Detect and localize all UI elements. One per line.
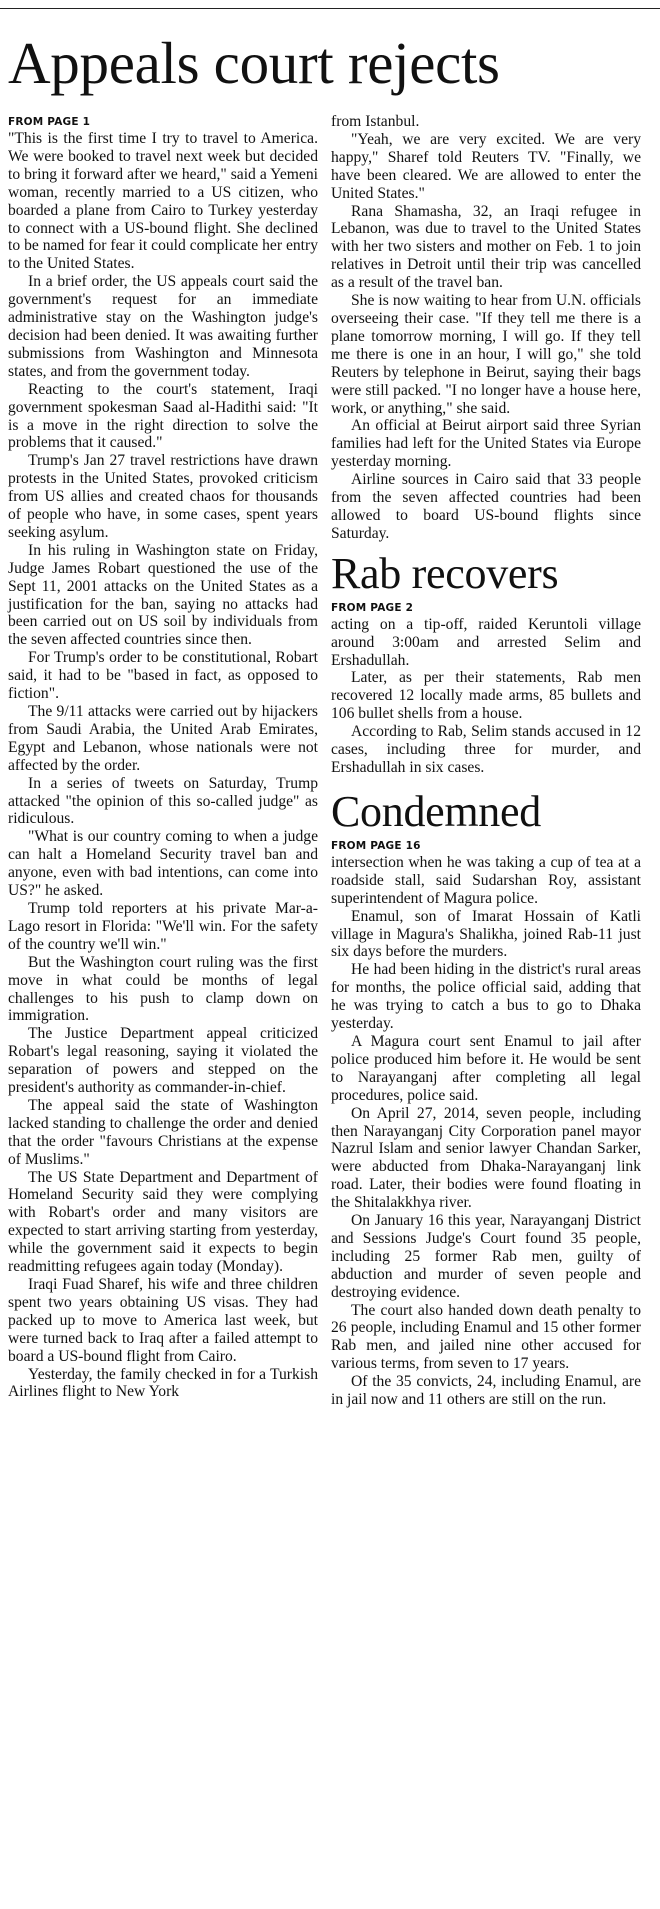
article-paragraph: The 9/11 attacks were carried out by hijackers from Saudi Arabia, the United Arab Emirates, Egypt and Lebanon, whose nationals were not affected by the order. — [8, 703, 318, 774]
article-paragraph: He had been hiding in the district's rural areas for months, the police official said, adding that he was trying to catch a bus to go to Dhaka yesterday. — [331, 961, 641, 1033]
article-paragraph: "What is our country coming to when a judge can halt a Homeland Security travel ban and anyone, even with bad intentions, can come into US?" he asked. — [8, 828, 318, 900]
article-paragraph: Enamul, son of Imarat Hossain of Katli village in Magura's Shalikha, joined Rab-11 just six days before the murders. — [331, 907, 641, 961]
article-paragraph: acting on a tip-off, raided Keruntoli village around 3:00am and arrested Selim and Ershadullah. — [331, 615, 641, 669]
article-paragraph: Rana Shamasha, 32, an Iraqi refugee in Lebanon, was due to travel to the United States with her two sisters and mother on Feb. 1 to join relatives in Detroit until their trip was cancelled as a result of the travel ban. — [331, 202, 641, 292]
article-paragraph: On April 27, 2014, seven people, including then Narayanganj City Corporation panel mayor Nazrul Islam and senior lawyer Chandan Sarker, were abducted from Dhaka-Narayanganj link road. Later, their bodies were found floating in the Shitalakkhya river. — [331, 1104, 641, 1212]
article-paragraph: The Justice Department appeal criticized Robart's legal reasoning, saying it violated the separation of powers and stepped on the president's authority as commander-in-chief. — [8, 1025, 318, 1097]
article-paragraph: Iraqi Fuad Sharef, his wife and three children spent two years obtaining US visas. They had packed up to move to America last week, but were turned back to Iraq after a failed attempt to board a US-bound flight from Cairo. — [8, 1276, 318, 1365]
jump-label-from-page-2: FROM PAGE 2 — [331, 601, 414, 614]
article-paragraph: But the Washington court ruling was the first move in what could be months of legal challenges to his push to clamp down on immigration. — [8, 953, 318, 1025]
article-paragraph: In a brief order, the US appeals court said the government's request for an immediate administrative stay on the Washington judge's decision had been denied. It was awaiting further submissions from Washington and Minnesota states, and from the government today. — [8, 273, 318, 380]
article-paragraph: intersection when he was taking a cup of tea at a roadside stall, said Sudarshan Roy, assistant superintendent of Magura police. — [331, 853, 641, 907]
article-paragraph: In his ruling in Washington state on Friday, Judge James Robart questioned the use of the Sept 11, 2001 attacks on the United States as a justification for the ban, saying no attacks had been carried out on US soil by individuals from the seven affected countries since then. — [8, 541, 318, 649]
article-paragraph: The court also handed down death penalty to 26 people, including Enamul and 15 other former Rab men, and jailed nine other accused for various terms, from seven to 17 years. — [331, 1301, 641, 1373]
article-paragraph: On January 16 this year, Narayanganj District and Sessions Judge's Court found 35 people, including 25 former Rab men, guilty of abduction and murder of seven people and destroying evidence. — [331, 1212, 641, 1301]
article-paragraph: Of the 35 convicts, 24, including Enamul, are in jail now and 11 others are still on the run. — [331, 1373, 641, 1409]
article-paragraph: Trump's Jan 27 travel restrictions have drawn protests in the United States, provoked criticism from US allies and created chaos for thousands of people who have, in some cases, spent years seeking asylum. — [8, 452, 318, 541]
article-paragraph: from Istanbul. — [331, 113, 420, 130]
article-paragraph: "This is the first time I try to travel to America. We were booked to travel next week but decided to bring it forward after we heard," said a Yemeni woman, recently married to a US citizen, who boarded a plane from Cairo to Turkey yesterday to connect with a US-bound flight. She declined to be named for fear it could complicate her entry to the United States. — [8, 130, 318, 273]
article-paragraph: Airline sources in Cairo said that 33 people from the seven affected countries had been allowed to board US-bound flights since Saturday. — [331, 471, 641, 542]
jump-label-from-page-16: FROM PAGE 16 — [331, 839, 421, 852]
jump-label-from-page-1: FROM PAGE 1 — [8, 116, 91, 128]
headline-appeals-court: Appeals court rejects — [8, 30, 500, 96]
article-paragraph: According to Rab, Selim stands accused in 12 cases, including three for murder, and Ershadullah in six cases. — [331, 723, 641, 776]
article-paragraph: "Yeah, we are very excited. We are very happy," Sharef told Reuters TV. "Finally, we have been cleared. We are allowed to enter the United States." — [331, 130, 641, 202]
article-paragraph: Reacting to the court's statement, Iraqi government spokesman Saad al-Hadithi said: "It is a move in the right direction to solve the problems that it caused." — [8, 380, 318, 452]
article-paragraph: A Magura court sent Enamul to jail after police produced him before it. He would be sent to Narayanganj after completing all legal procedures, police said. — [331, 1032, 641, 1104]
article-paragraph: Yesterday, the family checked in for a Turkish Airlines flight to New York — [8, 1365, 318, 1401]
headline-condemned: Condemned — [331, 786, 541, 836]
article-paragraph: Trump told reporters at his private Mar-a-Lago resort in Florida: "We'll win. For the safety of the country we'll win." — [8, 899, 318, 953]
column-left — [8, 113, 318, 1401]
article-paragraph: The appeal said the state of Washington lacked standing to challenge the order and denied that the order "favours Christians at the expense of Muslims." — [8, 1096, 318, 1168]
article-paragraph: In a series of tweets on Saturday, Trump attacked "the opinion of this so-called judge" as ridiculous. — [8, 774, 318, 828]
page-top-rule — [0, 0, 660, 9]
column-right — [331, 113, 641, 1409]
article-paragraph: She is now waiting to hear from U.N. officials overseeing their case. "If they tell me there is a plane tomorrow morning, I will go. If they tell me there is one in an hour, I will go," she told Reuters by telephone in Beirut, saying their bags were still packed. "I no longer have a house here, work, or anything," she said. — [331, 292, 641, 417]
article-paragraph: The US State Department and Department of Homeland Security said they were complying with Robart's order and many visitors are expected to start arriving starting from yesterday, while the government said it expects to begin readmitting refugees again today (Monday). — [8, 1168, 318, 1276]
article-paragraph: An official at Beirut airport said three Syrian families had left for the United States via Europe yesterday morning. — [331, 417, 641, 471]
article-paragraph: For Trump's order to be constitutional, Robart said, it had to be "based in fact, as opposed to fiction". — [8, 649, 318, 703]
headline-rab-recovers: Rab recovers — [331, 548, 559, 598]
article-paragraph: Later, as per their statements, Rab men recovered 12 locally made arms, 85 bullets and 106 bullet shells from a house. — [331, 669, 641, 723]
